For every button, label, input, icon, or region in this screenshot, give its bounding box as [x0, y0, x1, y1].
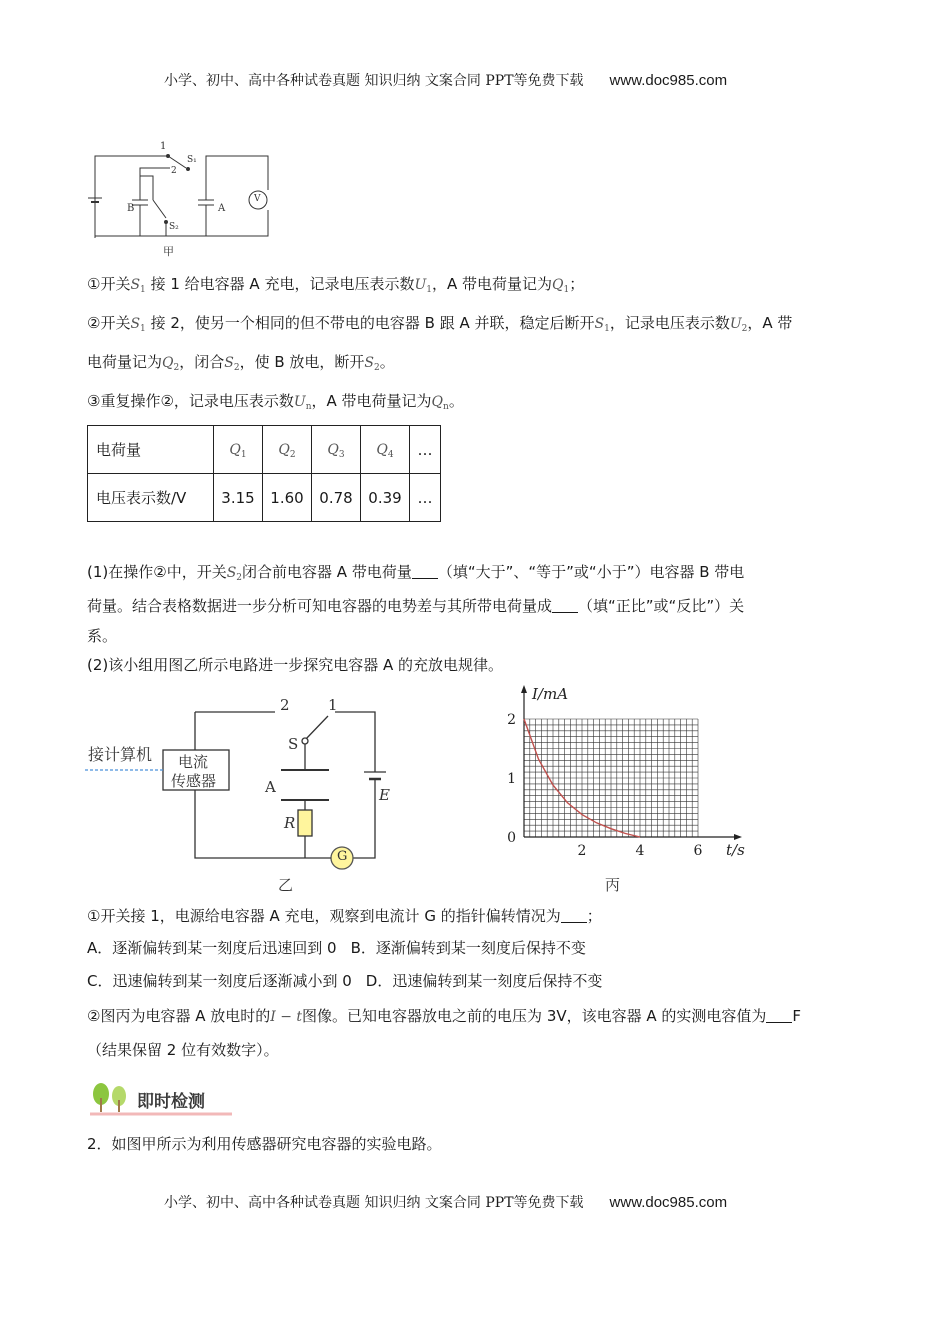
- label-2: 2: [171, 166, 177, 176]
- var-s1: $S_1$: [130, 277, 146, 295]
- answer-blank[interactable]: [561, 908, 587, 923]
- label-capacitor-a: A: [265, 778, 276, 796]
- answer-blank[interactable]: [766, 1008, 792, 1023]
- step-2b: 电荷量记为$Q_2$，闭合$S_2$，使 B 放电，断开$S_2$。: [87, 353, 395, 373]
- label-node-1: 1: [328, 696, 338, 714]
- leaf-icon: [93, 1083, 126, 1112]
- y-axis-label: I/mA: [532, 685, 569, 703]
- table-cell: $Q_1$: [214, 426, 263, 474]
- label-galvanometer-g: G: [337, 849, 348, 864]
- label-v: V: [254, 194, 261, 204]
- option-a[interactable]: A．逐渐偏转到某一刻度后迅速回到 0: [87, 939, 337, 957]
- table-cell: $Q_3$: [312, 426, 361, 474]
- y-tick-label: 1: [507, 771, 516, 787]
- q3-line1: 2．如图甲所示为利用传感器研究电容器的实验电路。: [87, 1135, 442, 1153]
- table-cell: …: [410, 426, 441, 474]
- table-cell: 1.60: [263, 474, 312, 522]
- table-cell: $Q_2$: [263, 426, 312, 474]
- q2-line3: （结果保留 2 位有效数字）。: [87, 1041, 279, 1059]
- q1-line3: 系。: [87, 627, 118, 645]
- header-text: 小学、初中、高中各种试卷真题 知识归纳 文案合同 PPT等免费下载: [164, 73, 584, 89]
- option-b[interactable]: B．逐渐偏转到某一刻度后保持不变: [350, 939, 586, 957]
- label-sensor-2: 传感器: [171, 772, 217, 790]
- label-resistor-r: R: [284, 814, 296, 832]
- label-computer: 接计算机: [88, 745, 153, 764]
- page-header: [164, 70, 727, 90]
- x-tick-label: 2: [577, 843, 587, 859]
- var-u1: $U_1$: [414, 277, 432, 295]
- table-cell: 0.78: [312, 474, 361, 522]
- option-d[interactable]: D．迅速偏转到某一刻度后保持不变: [365, 972, 603, 990]
- section-title: 即时检测: [137, 1092, 205, 1112]
- page-footer: [164, 1192, 727, 1212]
- label-emf-e: E: [379, 786, 390, 804]
- table-row: [88, 426, 441, 474]
- q2-options-ab: [87, 938, 586, 958]
- step-1: ①开关$S_1$ 接 1 给电容器 A 充电，记录电压表示数$U_1$，A 带电荷量记为$Q_1$；: [87, 275, 585, 295]
- x-tick-label: 6: [693, 843, 703, 859]
- x-axis-arrow: [734, 834, 742, 840]
- label-a: A: [218, 203, 226, 214]
- footer-text: 小学、初中、高中各种试卷真题 知识归纳 文案合同 PPT等免费下载: [164, 1195, 584, 1211]
- table-header-cell: 电荷量: [88, 426, 214, 474]
- header-url[interactable]: www.doc985.com: [609, 72, 728, 89]
- y-tick-label: 2: [507, 712, 516, 728]
- caption-yi: 乙: [278, 876, 294, 894]
- step-3: ③重复操作②，记录电压表示数$U_n$，A 带电荷量记为$Q_n$。: [87, 392, 464, 412]
- circuit-diagram-jia: [78, 140, 278, 260]
- label-b: B: [127, 203, 135, 214]
- footer-url[interactable]: www.doc985.com: [609, 1194, 728, 1211]
- caption-bing: 丙: [605, 876, 621, 894]
- y-tick-label: 0: [507, 830, 516, 846]
- q2-line2: ②图丙为电容器 A 放电时的I − t图像。已知电容器放电之前的电压为 3V，该电容器 A 的实测电容值为 F: [87, 1007, 802, 1025]
- table-header-cell: 电压表示数/V: [88, 474, 214, 522]
- answer-blank[interactable]: [412, 564, 438, 579]
- label-node-2: 2: [280, 696, 290, 714]
- label-1: 1: [160, 141, 167, 152]
- step-2a: ②开关$S_1$ 接 2，使另一个相同的但不带电的电容器 B 跟 A 并联，稳定后断开$S_1$，记录电压表示数$U_2$，A 带: [87, 314, 793, 334]
- q1-line1: (1)在操作②中，开关$S_2$闭合前电容器 A 带电荷量 （填“大于”、“等于”或“小于”）电容器 B 带电: [87, 563, 745, 583]
- x-axis-label: t/s: [726, 841, 745, 859]
- table-cell: …: [410, 474, 441, 522]
- answer-blank[interactable]: [552, 598, 578, 613]
- y-axis-arrow: [521, 685, 527, 693]
- q2-options-cd: [87, 971, 602, 991]
- circuit-diagram-yi: [85, 690, 415, 870]
- option-c[interactable]: C．迅速偏转到某一刻度后逐渐减小到 0: [87, 972, 352, 990]
- current-time-chart: [500, 685, 760, 860]
- label-sensor-1: 电流: [178, 753, 209, 771]
- q2-line1: ①开关接 1，电源给电容器 A 充电，观察到电流计 G 的指针偏转情况为 ；: [87, 907, 602, 925]
- q1-line2: 荷量。结合表格数据进一步分析可知电容器的电势差与其所带电荷量成 （填“正比”或“反比”）关: [87, 597, 745, 615]
- table-cell: $Q_4$: [361, 426, 410, 474]
- label-switch-s: S: [288, 735, 299, 753]
- data-table: [87, 425, 441, 522]
- label-s2: S₂: [169, 222, 179, 232]
- table-cell: 0.39: [361, 474, 410, 522]
- table-row: [88, 474, 441, 522]
- x-tick-label: 4: [635, 843, 645, 859]
- table-cell: 3.15: [214, 474, 263, 522]
- var-q1: $Q_1$: [552, 277, 570, 295]
- label-s1: S₁: [187, 155, 197, 165]
- q1-line4: (2)该小组用图乙所示电路进一步探究电容器 A 的充放电规律。: [87, 656, 504, 674]
- caption-jia: 甲: [163, 245, 174, 258]
